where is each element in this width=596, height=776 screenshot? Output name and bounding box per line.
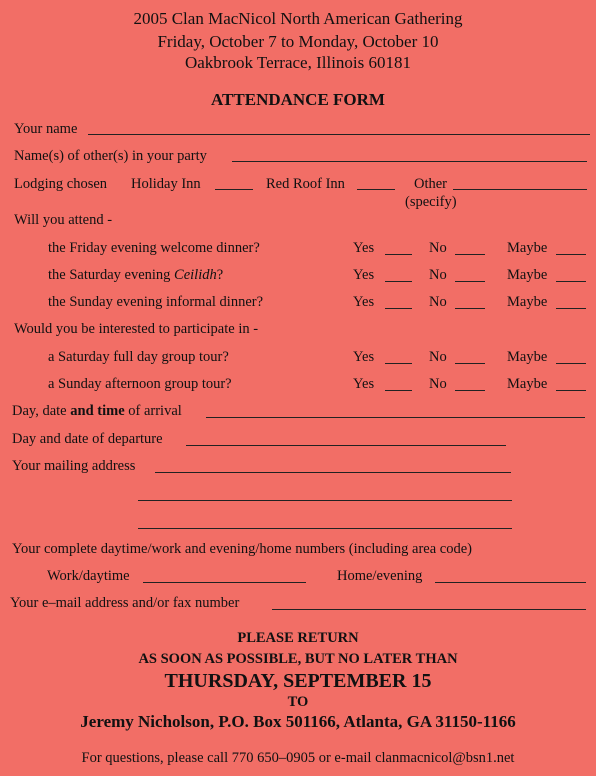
arrival-field[interactable] (206, 417, 585, 418)
email-fax-label: Your e–mail address and/or fax number (10, 595, 240, 611)
sunday-no-field[interactable] (455, 308, 485, 309)
tour-saturday-yes-field[interactable] (385, 363, 412, 364)
yes-label: Yes (353, 349, 375, 365)
party-names-label: Name(s) of other(s) in your party (14, 148, 207, 164)
sunday-maybe-field[interactable] (556, 308, 586, 309)
no-label: No (429, 376, 447, 392)
maybe-label: Maybe (507, 376, 548, 392)
yes-label: Yes (353, 267, 375, 283)
red-roof-inn-field[interactable] (357, 189, 395, 190)
sunday-yes-field[interactable] (385, 308, 412, 309)
lodging-option-other: Other (414, 176, 448, 192)
questions-contact: For questions, please call 770 650–0905 or e-mail clanmacnicol@bsn1.net (81, 750, 515, 766)
no-label: No (429, 267, 447, 283)
tour-sunday-label: a Sunday afternoon group tour? (48, 376, 232, 392)
departure-field[interactable] (186, 445, 506, 446)
specify-note: (specify) (405, 194, 457, 210)
phone-heading: Your complete daytime/work and evening/home numbers (including area code) (12, 541, 472, 557)
friday-yes-field[interactable] (385, 254, 412, 255)
holiday-inn-field[interactable] (215, 189, 253, 190)
yes-label: Yes (353, 240, 375, 256)
tour-saturday-maybe-field[interactable] (556, 363, 586, 364)
form-title: ATTENDANCE FORM (211, 90, 385, 109)
lodging-option-red-roof-inn: Red Roof Inn (266, 176, 345, 192)
event-friday-label: the Friday evening welcome dinner? (48, 240, 260, 256)
no-label: No (429, 349, 447, 365)
other-lodging-field[interactable] (453, 189, 587, 190)
interested-label: Would you be interested to participate in - (14, 321, 259, 337)
mailing-address-line-2[interactable] (138, 500, 512, 501)
event-sunday-label: the Sunday evening informal dinner? (48, 294, 264, 310)
no-label: No (429, 294, 447, 310)
yes-label: Yes (353, 294, 375, 310)
home-label: Home/evening (337, 568, 423, 584)
mailing-address-label: Your mailing address (12, 458, 136, 474)
event-title: 2005 Clan MacNicol North American Gathering (133, 9, 463, 28)
tour-sunday-yes-field[interactable] (385, 390, 412, 391)
to-label: TO (287, 694, 309, 710)
deadline: THURSDAY, SEPTEMBER 15 (164, 670, 432, 692)
departure-label: Day and date of departure (12, 431, 163, 447)
party-names-field[interactable] (232, 161, 587, 162)
asap-note: AS SOON AS POSSIBLE, BUT NO LATER THAN (138, 651, 458, 667)
work-label: Work/daytime (47, 568, 130, 584)
your-name-field[interactable] (88, 134, 590, 135)
tour-sunday-no-field[interactable] (455, 390, 485, 391)
mailing-address-line-3[interactable] (138, 528, 512, 529)
tour-saturday-label: a Saturday full day group tour? (48, 349, 229, 365)
event-dates: Friday, October 7 to Monday, October 10 (157, 32, 439, 51)
saturday-yes-field[interactable] (385, 281, 412, 282)
tour-sunday-maybe-field[interactable] (556, 390, 586, 391)
email-fax-field[interactable] (272, 609, 586, 610)
your-name-label: Your name (14, 121, 78, 137)
friday-no-field[interactable] (455, 254, 485, 255)
event-saturday-label: the Saturday evening Ceilidh? (48, 267, 224, 283)
friday-maybe-field[interactable] (556, 254, 586, 255)
work-phone-field[interactable] (143, 582, 306, 583)
will-attend-label: Will you attend - (14, 212, 113, 228)
yes-label: Yes (353, 376, 375, 392)
please-return: PLEASE RETURN (237, 630, 359, 646)
return-address: Jeremy Nicholson, P.O. Box 501166, Atlanta, GA 31150-1166 (80, 712, 516, 731)
event-location: Oakbrook Terrace, Illinois 60181 (184, 53, 412, 72)
tour-saturday-no-field[interactable] (455, 363, 485, 364)
maybe-label: Maybe (507, 294, 548, 310)
maybe-label: Maybe (507, 349, 548, 365)
saturday-maybe-field[interactable] (556, 281, 586, 282)
lodging-label: Lodging chosen (14, 176, 108, 192)
mailing-address-line-1[interactable] (155, 472, 511, 473)
no-label: No (429, 240, 447, 256)
arrival-label: Day, date and time of arrival (12, 403, 182, 419)
maybe-label: Maybe (507, 267, 548, 283)
saturday-no-field[interactable] (455, 281, 485, 282)
home-phone-field[interactable] (435, 582, 586, 583)
lodging-option-holiday-inn: Holiday Inn (131, 176, 201, 192)
maybe-label: Maybe (507, 240, 548, 256)
